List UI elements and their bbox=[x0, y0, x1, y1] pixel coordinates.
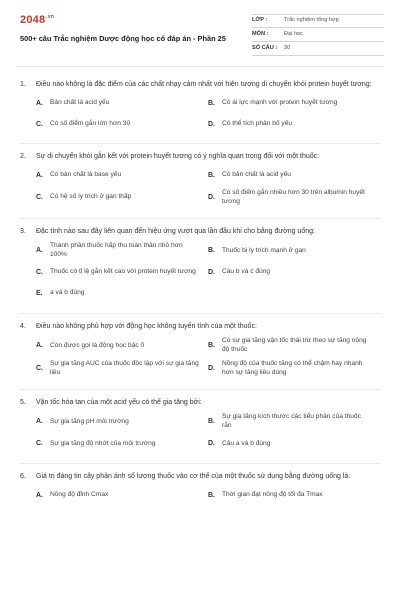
option-text: Có bản chất là acid yếu bbox=[222, 171, 291, 179]
option-text: Sự gia tăng kích thước các tiểu phân của thuốc rắn bbox=[222, 413, 361, 430]
option-text: Thời gian đạt nồng độ tối đa Tmax bbox=[222, 491, 323, 499]
answer-option[interactable] bbox=[36, 436, 208, 452]
question-number: 2. bbox=[20, 153, 26, 161]
option-letter: D. bbox=[208, 120, 215, 128]
question-header bbox=[20, 472, 380, 481]
question-number: 3. bbox=[20, 227, 26, 235]
question-item bbox=[20, 227, 380, 314]
answer-option[interactable] bbox=[208, 360, 380, 378]
question-item bbox=[20, 472, 380, 514]
meta-value: Đại học bbox=[284, 30, 303, 37]
answer-option[interactable] bbox=[208, 189, 380, 207]
answer-option[interactable] bbox=[36, 488, 208, 504]
answer-options bbox=[20, 168, 380, 212]
option-text: Thuốc bị ly trích mạnh ở gan bbox=[222, 246, 306, 254]
option-letter: B. bbox=[208, 418, 215, 426]
option-text: Câu a và b đúng bbox=[222, 439, 271, 447]
option-letter: C. bbox=[36, 440, 43, 448]
option-letter: A. bbox=[36, 342, 43, 350]
question-header bbox=[20, 80, 380, 89]
answer-option[interactable] bbox=[36, 286, 380, 302]
option-text: Còn được gọi là động học bậc 0 bbox=[50, 341, 145, 349]
option-letter: D. bbox=[208, 269, 215, 277]
option-text: Bản chất là acid yếu bbox=[50, 98, 110, 106]
option-letter: A. bbox=[36, 418, 43, 426]
question-text: Sự di chuyển khỏi gắn kết với protein huyết tương có ý nghĩa quan trọng đối với một thuốc: bbox=[36, 153, 320, 161]
question-list bbox=[20, 80, 380, 523]
answer-options bbox=[20, 337, 380, 383]
question-item bbox=[20, 322, 380, 390]
answer-option[interactable] bbox=[208, 413, 380, 431]
option-letter: A. bbox=[36, 99, 43, 107]
option-letter: C. bbox=[36, 194, 43, 202]
option-text: Có bản chất là base yếu bbox=[50, 171, 122, 179]
option-letter: B. bbox=[208, 491, 215, 499]
answer-options bbox=[20, 488, 380, 509]
meta-label: SỐ CÂU : bbox=[252, 44, 278, 51]
logo-suffix: .vn bbox=[46, 14, 55, 21]
option-text: Sự gia tăng độ nhớt của môi trường bbox=[50, 439, 156, 447]
page-title: 500+ câu Trắc nghiệm Dược động học có đáp án - Phần 25 bbox=[20, 34, 226, 43]
option-letter: A. bbox=[36, 247, 43, 255]
option-letter: A. bbox=[36, 491, 43, 499]
option-text: Thuốc có tỉ lệ gắn kết cao với protein huyết tương bbox=[50, 268, 196, 276]
option-letter: E. bbox=[36, 290, 43, 298]
header-divider bbox=[16, 66, 384, 67]
question-number: 1. bbox=[20, 81, 26, 88]
question-header bbox=[20, 322, 380, 331]
question-header bbox=[20, 398, 380, 407]
option-letter: B. bbox=[208, 342, 215, 350]
option-text: Thành phần thuốc hấp thu toàn thân nhỏ hơn 100% bbox=[50, 242, 183, 258]
question-item bbox=[20, 152, 380, 218]
question-number: 4. bbox=[20, 322, 26, 330]
option-letter: C. bbox=[36, 365, 43, 373]
meta-label: MÔN : bbox=[252, 30, 269, 37]
answer-option[interactable] bbox=[208, 337, 380, 355]
answer-options bbox=[20, 95, 380, 137]
question-item bbox=[20, 80, 380, 144]
question-text: Vận tốc hòa tan của một acid yếu có thể gia tăng bởi: bbox=[36, 398, 202, 406]
option-letter: D. bbox=[208, 194, 215, 202]
answer-option[interactable] bbox=[208, 242, 380, 260]
question-text: Đặc tính nào sau đây liên quan đến hiệu ứng vượt qua lần đầu khi cho bằng đường uống: bbox=[36, 227, 315, 235]
option-letter: A. bbox=[36, 172, 43, 180]
question-header bbox=[20, 227, 380, 236]
answer-option[interactable] bbox=[208, 488, 380, 504]
meta-row-count bbox=[252, 42, 384, 56]
meta-row-subject bbox=[252, 28, 384, 42]
option-text: Có số điểm gắn lớn hơn 30 bbox=[50, 119, 131, 127]
answer-option[interactable] bbox=[36, 116, 208, 132]
meta-value: 30 bbox=[284, 44, 291, 51]
meta-label: LỚP : bbox=[252, 17, 268, 24]
option-text: a và b đúng bbox=[50, 289, 85, 297]
answer-option[interactable] bbox=[36, 189, 208, 207]
option-letter: D. bbox=[208, 365, 215, 373]
question-header bbox=[20, 152, 380, 161]
question-number: 5. bbox=[20, 398, 26, 406]
option-text: Có số điểm gắn nhiều hơn 30 trên albumin huyết tương bbox=[222, 188, 365, 205]
answer-option[interactable] bbox=[36, 242, 208, 260]
option-letter: C. bbox=[36, 269, 43, 277]
answer-option[interactable] bbox=[208, 265, 380, 281]
option-text: Câu b và c đúng bbox=[222, 268, 271, 276]
answer-option[interactable] bbox=[208, 116, 380, 132]
answer-option[interactable] bbox=[36, 413, 208, 431]
question-item bbox=[20, 398, 380, 464]
option-text: Nồng độ của thuốc tăng có thể chậm hay nhanh hơn sự tăng liều dùng bbox=[222, 360, 363, 376]
question-text: Điều nào không phù hợp với động học không tuyến tính của một thuốc: bbox=[36, 322, 257, 330]
option-text: Có thể tích phân bố yếu bbox=[222, 119, 293, 127]
option-text: Sự gia tăng pH môi trường bbox=[50, 417, 129, 425]
question-text: Điều nào không là đặc điểm của các chất nhạy cảm nhất với hiện tượng di chuyển khỏi protein huyết tương: bbox=[36, 81, 372, 88]
page-header bbox=[0, 0, 400, 66]
option-text: Có sự gia tăng vận tốc thải trừ theo sự tăng nồng độ thuốc bbox=[222, 337, 367, 354]
option-letter: B. bbox=[208, 247, 215, 255]
answer-option[interactable] bbox=[208, 95, 380, 111]
option-letter: D. bbox=[208, 440, 215, 448]
option-text: Có ái lực mạnh với protein huyết tương bbox=[222, 98, 338, 106]
site-logo[interactable] bbox=[20, 13, 54, 28]
answer-option[interactable] bbox=[36, 265, 208, 281]
answer-option[interactable] bbox=[36, 168, 208, 184]
answer-option[interactable] bbox=[208, 436, 380, 452]
meta-table bbox=[252, 14, 384, 56]
answer-option[interactable] bbox=[208, 168, 380, 184]
option-text: Có hệ số ly trích ở gan thấp bbox=[50, 193, 132, 201]
option-text: Sự gia tăng AUC của thuốc độc lập với sự gia tăng liều bbox=[50, 360, 199, 376]
meta-value: Trắc nghiệm tổng hợp bbox=[284, 17, 339, 24]
option-letter: B. bbox=[208, 172, 215, 180]
answer-options bbox=[20, 413, 380, 457]
answer-options bbox=[20, 242, 380, 307]
meta-row-class bbox=[252, 14, 384, 28]
question-number: 6. bbox=[20, 473, 26, 481]
answer-option[interactable] bbox=[36, 337, 208, 355]
option-letter: C. bbox=[36, 120, 43, 128]
answer-option[interactable] bbox=[36, 95, 208, 111]
option-text: Nồng độ đỉnh Cmax bbox=[50, 491, 109, 499]
logo-name: 2048 bbox=[20, 14, 46, 26]
option-letter: B. bbox=[208, 99, 215, 107]
answer-option[interactable] bbox=[36, 360, 208, 378]
question-text: Giá trị đáng tin cậy phản ánh số lượng thuốc vào cơ thể của một thuốc sử dụng bằng đường uống là: bbox=[36, 473, 351, 481]
